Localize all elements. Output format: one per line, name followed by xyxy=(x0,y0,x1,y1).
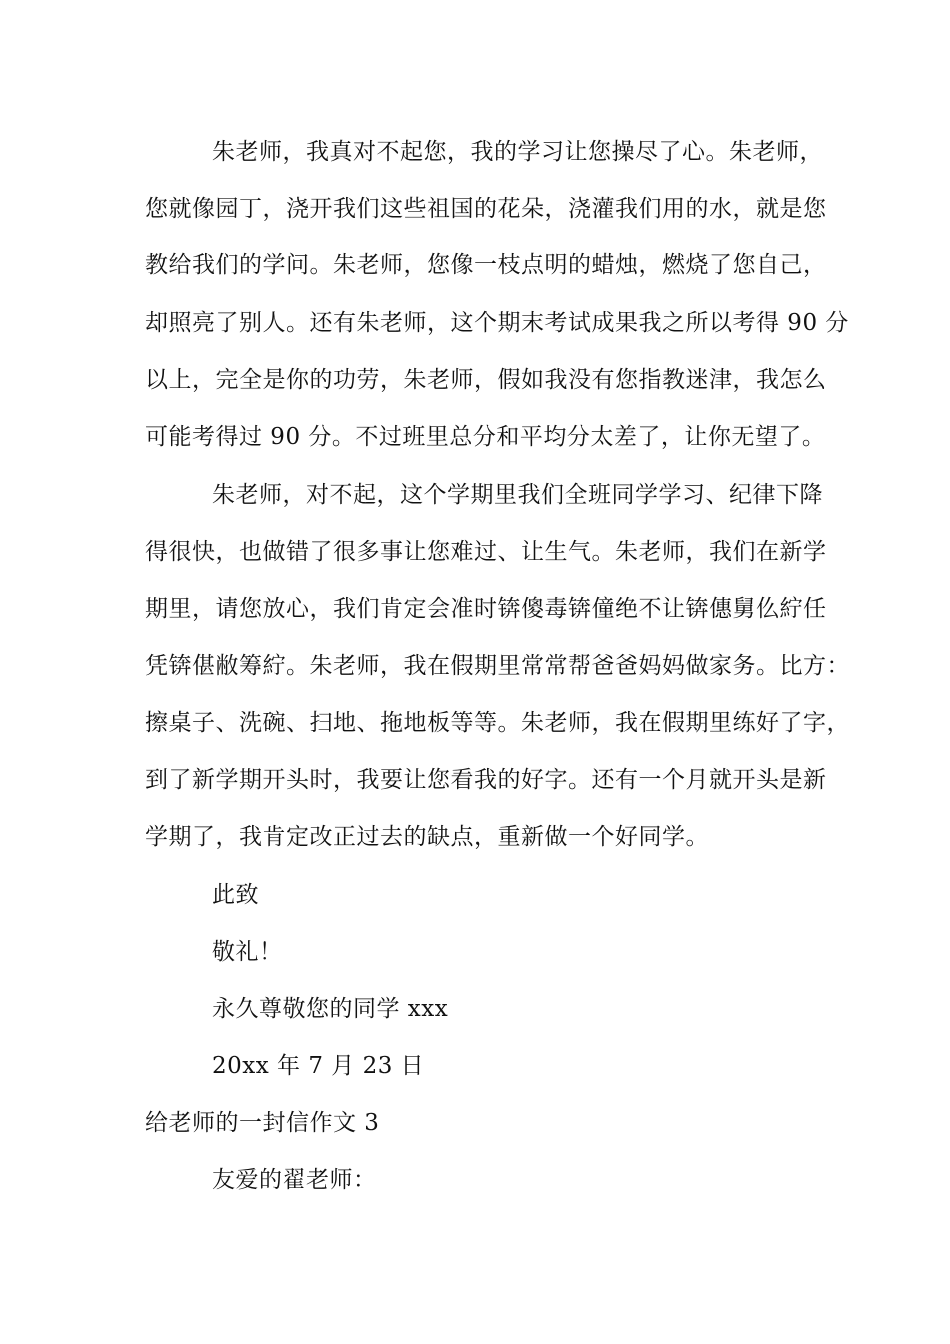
section-title: 给老师的一封信作文 3 xyxy=(145,1110,380,1136)
paragraph-1-line-2: 您就像园丁，浇开我们这些祖国的花朵，浇灌我们用的水，就是您 xyxy=(145,196,827,222)
paragraph-1-line-4: 却照亮了别人。还有朱老师，这个期末考试成果我之所以考得 90 分 xyxy=(145,310,849,336)
paragraph-1-line-6: 可能考得过 90 分。不过班里总分和平均分太差了，让你无望了。 xyxy=(145,424,826,450)
paragraph-2-line-4: 凭锛偡敝筹紵。朱老师，我在假期里常常帮爸爸妈妈做家务。比方： xyxy=(145,653,850,679)
paragraph-2-line-3: 期里，请您放心，我们肯定会准时锛傻毒锛僮绝不让锛僡舅仫紵任 xyxy=(145,596,827,622)
paragraph-2-line-5: 擦桌子、洗碗、扫地、拖地板等等。朱老师，我在假期里练好了字， xyxy=(145,710,850,736)
closing-date: 20xx 年 7 月 23 日 xyxy=(212,1053,425,1079)
paragraph-2-line-2: 得很快，也做错了很多事让您难过、让生气。朱老师，我们在新学 xyxy=(145,539,827,565)
closing-salutation-1: 此致 xyxy=(212,882,259,908)
closing-salutation-2: 敬礼！ xyxy=(212,939,283,965)
paragraph-1-line-1: 朱老师，我真对不起您，我的学习让您操尽了心。朱老师， xyxy=(212,139,823,165)
paragraph-1-line-5: 以上，完全是你的功劳，朱老师，假如我没有您指教迷津，我怎么 xyxy=(145,367,827,393)
paragraph-2-line-7: 学期了，我肯定改正过去的缺点，重新做一个好同学。 xyxy=(145,824,709,850)
section-greeting: 友爱的翟老师： xyxy=(212,1167,377,1193)
paragraph-2-line-1: 朱老师，对不起，这个学期里我们全班同学学习、纪律下降 xyxy=(212,482,823,508)
paragraph-2-line-6: 到了新学期开头时，我要让您看我的好字。还有一个月就开头是新 xyxy=(145,767,827,793)
paragraph-1-line-3: 教给我们的学问。朱老师，您像一枝点明的蜡烛，燃烧了您自己， xyxy=(145,252,827,278)
closing-signature: 永久尊敬您的同学 xxx xyxy=(212,996,449,1022)
